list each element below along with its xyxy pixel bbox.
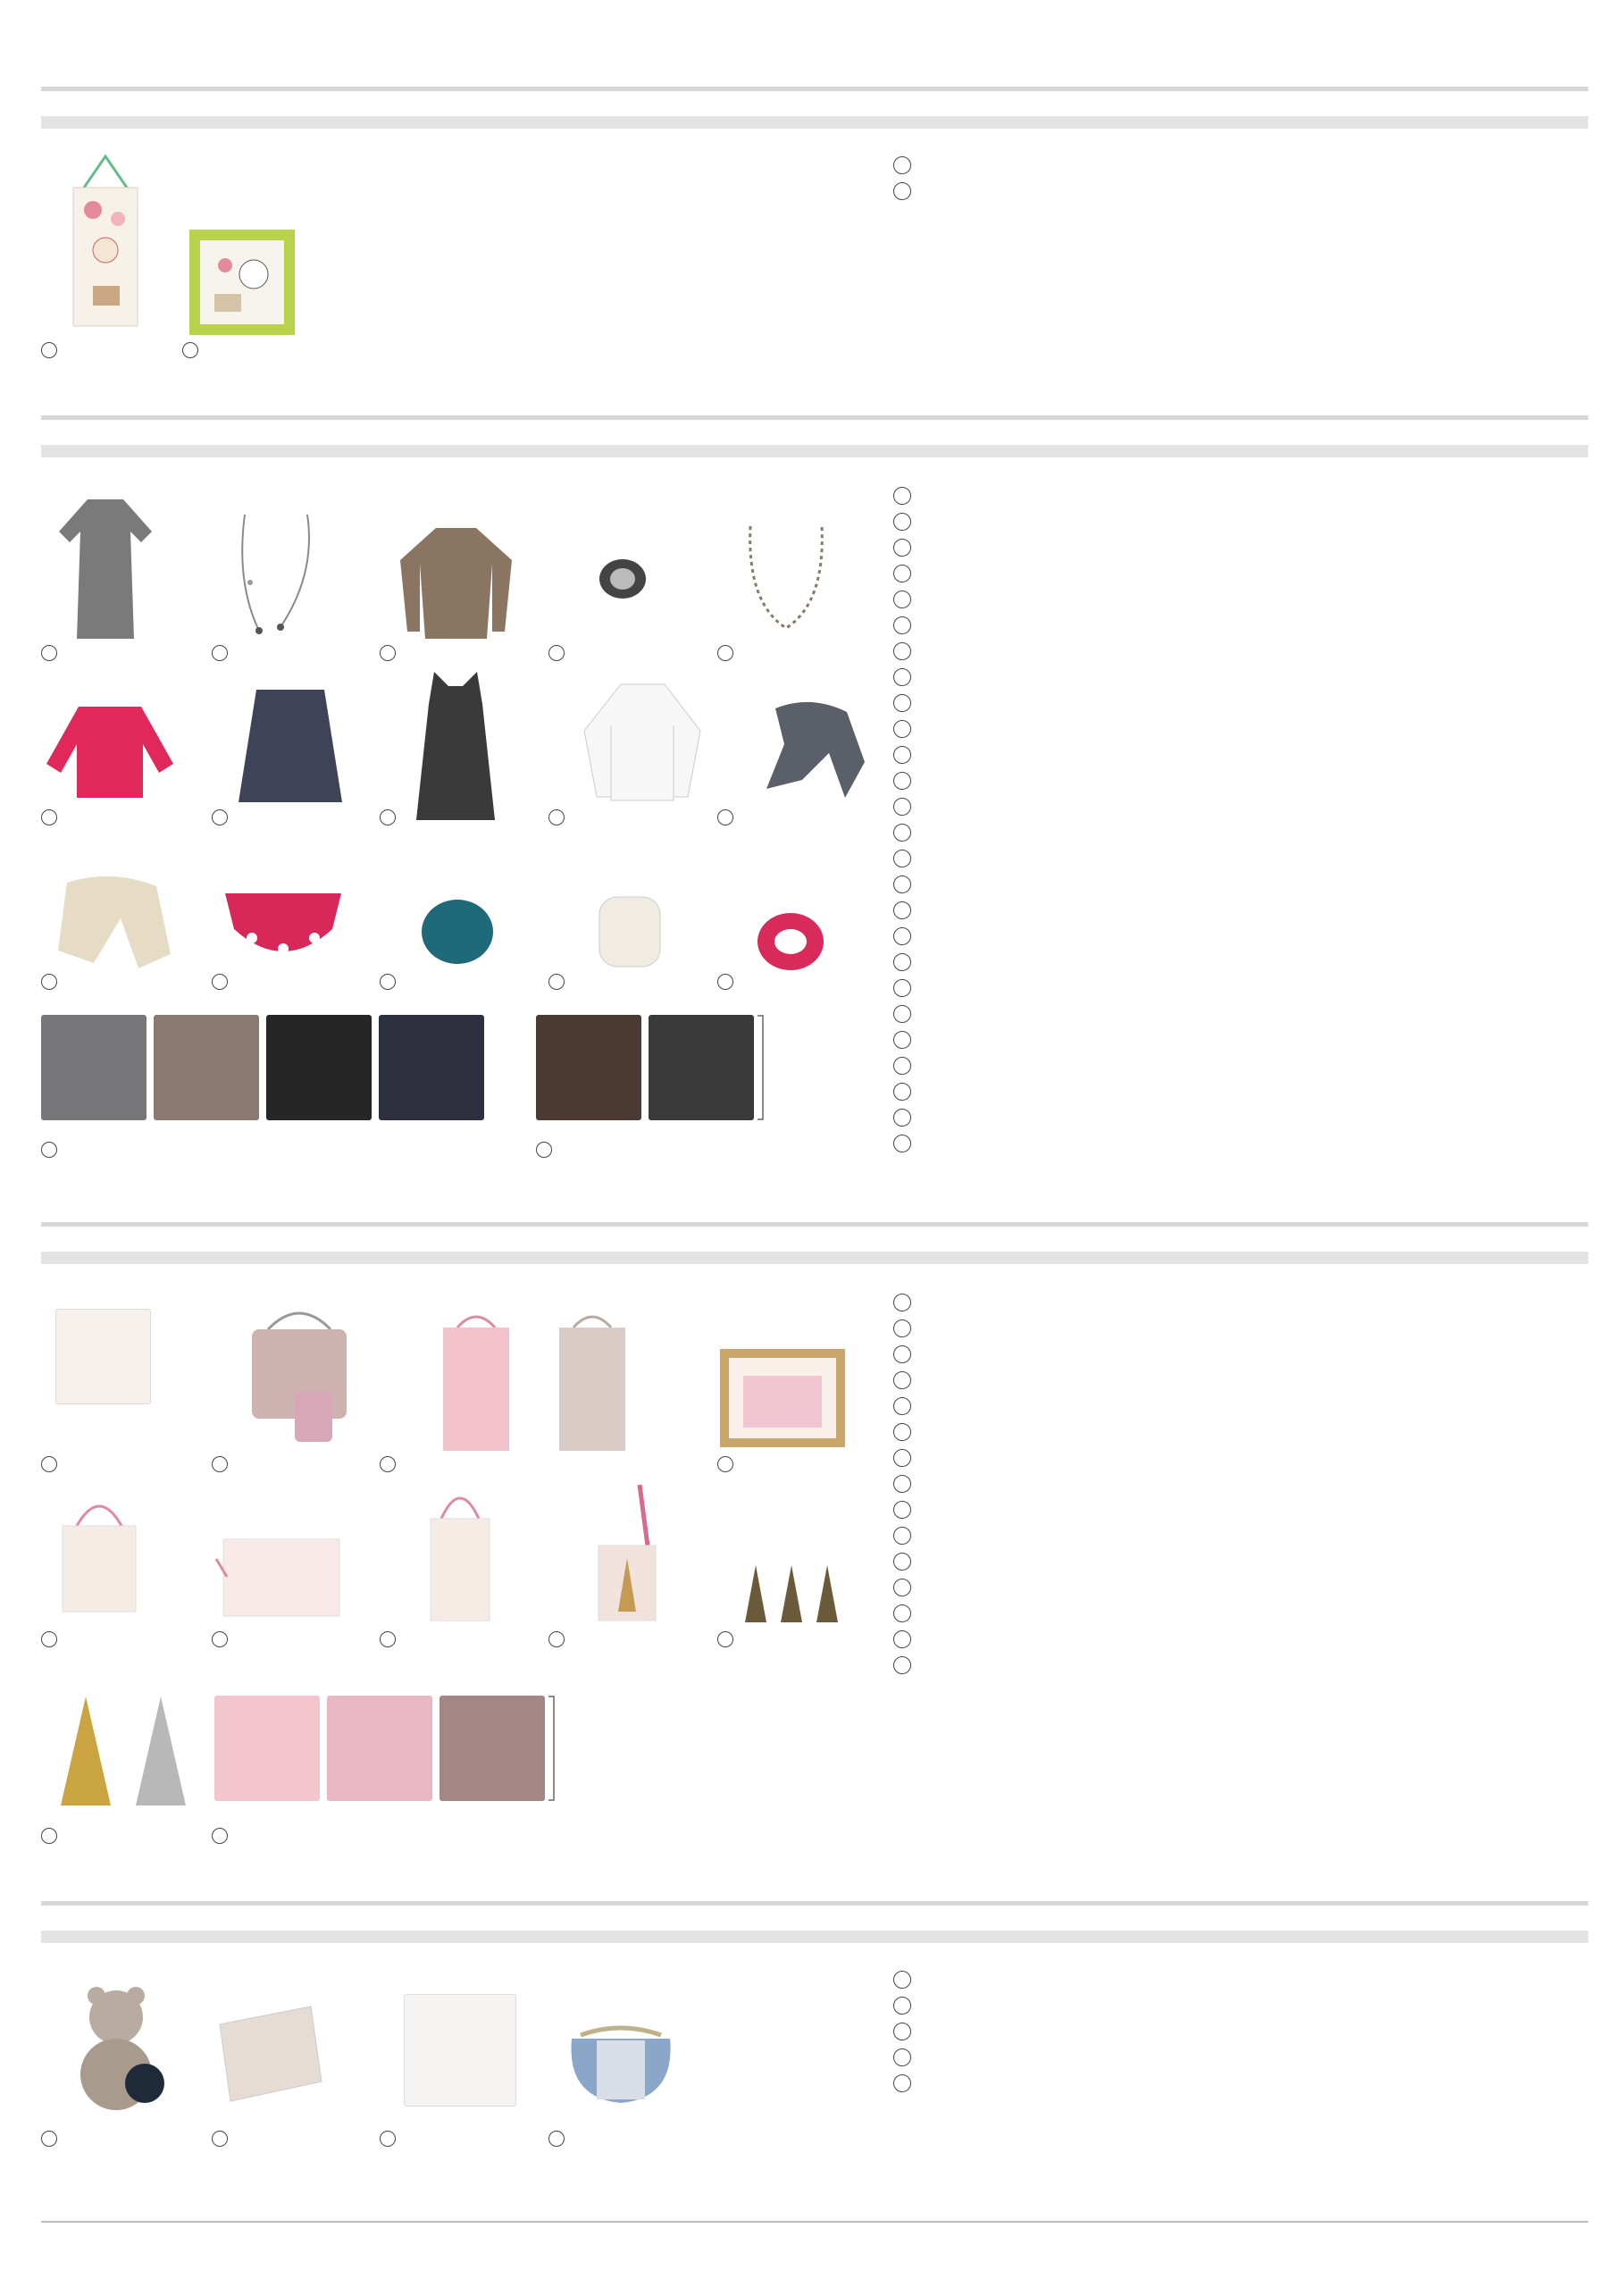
- item-row: [893, 539, 917, 565]
- item-number: [893, 1501, 911, 1519]
- item-number: [717, 1631, 733, 1647]
- item-row: [893, 824, 917, 850]
- item-number: [893, 798, 911, 816]
- item-number: [893, 1057, 911, 1075]
- item-number: [41, 1631, 57, 1647]
- fabric-swatch-brown: [154, 1015, 259, 1120]
- item-number: [212, 645, 228, 661]
- item-row: [893, 1604, 917, 1630]
- item-number: [41, 645, 57, 661]
- item-row: [893, 1319, 917, 1345]
- section-1-band: [41, 116, 1588, 129]
- item-row: [893, 1005, 917, 1031]
- mini-bag-image: [427, 1483, 493, 1624]
- item-number: [893, 694, 911, 712]
- item-row: [893, 1449, 917, 1475]
- item-row: [893, 1083, 917, 1109]
- fabric-swatch-lame-brown: [536, 1015, 641, 1120]
- item-number: [182, 342, 198, 358]
- item-number: [893, 1527, 911, 1545]
- item-number: [893, 1475, 911, 1493]
- item-number: [893, 1604, 911, 1622]
- item-row: [893, 2074, 917, 2100]
- item-row: [893, 2023, 917, 2048]
- item-row: [893, 1345, 917, 1371]
- item-number: [893, 513, 911, 531]
- item-row: [893, 1971, 917, 1997]
- item-number: [893, 824, 911, 842]
- cardigan-image: [43, 701, 177, 801]
- size-bracket: [547, 1696, 557, 1801]
- item-number: [41, 1456, 57, 1472]
- item-number: [893, 1579, 911, 1596]
- item-number: [380, 1631, 396, 1647]
- item-number: [380, 974, 396, 990]
- item-number: [380, 809, 396, 825]
- item-number: [893, 875, 911, 893]
- item-row: [893, 513, 917, 539]
- item-number: [893, 565, 911, 582]
- item-number: [41, 1828, 57, 1844]
- section-1-item-list: [893, 156, 917, 208]
- footer-rule: [41, 2221, 1588, 2223]
- item-number: [893, 1997, 911, 2015]
- item-number: [41, 809, 57, 825]
- fabric-swatch-rose: [327, 1696, 432, 1801]
- item-number: [893, 2074, 911, 2092]
- item-number: [212, 1631, 228, 1647]
- item-number: [212, 974, 228, 990]
- fabric-swatch-navy: [379, 1015, 484, 1120]
- item-row: [893, 616, 917, 642]
- item-row: [893, 668, 917, 694]
- blouse-image: [581, 681, 704, 804]
- item-number: [893, 953, 911, 971]
- item-row: [893, 772, 917, 798]
- section-1-top-line: [41, 87, 1588, 91]
- item-row: [893, 1371, 917, 1397]
- item-number: [548, 974, 565, 990]
- fabric-swatch-grey: [41, 1015, 146, 1120]
- item-number: [893, 182, 911, 200]
- fabric-swatch-black: [266, 1015, 372, 1120]
- item-number: [893, 1031, 911, 1049]
- item-row: [893, 1475, 917, 1501]
- item-row: [893, 1294, 917, 1319]
- section-2-band: [41, 445, 1588, 457]
- item-row: [893, 591, 917, 616]
- ring-image: [594, 554, 651, 604]
- item-number: [893, 1449, 911, 1467]
- section-3-band: [41, 1252, 1588, 1264]
- item-number: [893, 1397, 911, 1415]
- mini-frame-image: [189, 230, 295, 335]
- stole-image: [49, 865, 176, 972]
- item-row: [893, 156, 917, 182]
- item-number: [893, 1109, 911, 1127]
- item-number: [893, 642, 911, 660]
- item-row: [893, 1109, 917, 1135]
- item-number: [893, 901, 911, 919]
- fabric-swatch-lame-black: [649, 1015, 754, 1120]
- item-row: [893, 2048, 917, 2074]
- item-number: [548, 645, 565, 661]
- fabric-swatch-brown-stripe: [439, 1696, 545, 1801]
- flat-pouch-image: [214, 1523, 348, 1623]
- ribbon-eco-bag-image: [241, 1303, 357, 1445]
- section-4-band: [41, 1931, 1588, 1943]
- item-number: [548, 2131, 565, 2147]
- item-number: [717, 809, 733, 825]
- item-row: [893, 850, 917, 875]
- item-number: [893, 668, 911, 686]
- item-row: [893, 927, 917, 953]
- pompon-bear-image: [70, 1985, 177, 2115]
- item-number: [893, 979, 911, 997]
- item-number: [212, 1456, 228, 1472]
- item-row: [893, 1656, 917, 1682]
- item-number: [717, 974, 733, 990]
- item-row: [893, 979, 917, 1005]
- eiffel-wappen-image: [738, 1562, 845, 1626]
- gamaguchi-pouch-image: [563, 2017, 679, 2107]
- flat-bag-beige-image: [554, 1306, 631, 1453]
- item-number: [41, 974, 57, 990]
- item-number: [893, 1294, 911, 1311]
- item-number: [893, 591, 911, 608]
- item-row: [893, 1423, 917, 1449]
- size-bracket: [756, 1015, 766, 1120]
- item-number: [548, 809, 565, 825]
- section-3-top-line: [41, 1222, 1588, 1227]
- item-row: [893, 694, 917, 720]
- item-number: [717, 1456, 733, 1472]
- item-number: [41, 2131, 57, 2147]
- item-number: [893, 1319, 911, 1337]
- item-number: [893, 850, 911, 867]
- item-number: [893, 1630, 911, 1648]
- item-number: [893, 1553, 911, 1571]
- skirt-image: [235, 686, 346, 807]
- tote-bag-image: [59, 1490, 139, 1615]
- item-number: [893, 927, 911, 945]
- stitch-cloth-bear-image: [404, 1994, 516, 2107]
- item-row: [893, 487, 917, 513]
- fabric-swatch-pink-stripe: [214, 1696, 320, 1801]
- item-number: [380, 645, 396, 661]
- item-row: [893, 901, 917, 927]
- item-number: [893, 539, 911, 557]
- item-number: [893, 1083, 911, 1101]
- section-2-top-line: [41, 415, 1588, 420]
- item-number: [893, 720, 911, 738]
- eiffel-tower-wappen-image: [54, 1693, 197, 1809]
- item-number: [893, 1345, 911, 1363]
- item-number: [536, 1142, 552, 1158]
- item-row: [893, 1527, 917, 1553]
- item-row: [893, 1397, 917, 1423]
- item-number: [893, 1656, 911, 1674]
- item-number: [41, 1142, 57, 1158]
- item-number: [893, 1135, 911, 1152]
- item-number: [893, 1371, 911, 1389]
- section-3-item-list: [893, 1294, 917, 1682]
- metallic-necklace-image: [741, 523, 831, 634]
- item-row: [893, 1997, 917, 2023]
- item-number: [893, 1005, 911, 1023]
- flat-bag-pink-image: [438, 1306, 515, 1453]
- tapestry-image: [66, 152, 145, 331]
- item-number: [893, 2023, 911, 2040]
- section-2-item-list: [893, 487, 917, 1160]
- item-number: [380, 2131, 396, 2147]
- item-row: [893, 1501, 917, 1527]
- item-number: [893, 487, 911, 505]
- muffler-image: [749, 700, 872, 803]
- dress-image: [55, 496, 155, 643]
- section-4-top-line: [41, 1901, 1588, 1906]
- item-row: [893, 1031, 917, 1057]
- collage-frame-image: [720, 1349, 845, 1447]
- item-number: [893, 616, 911, 634]
- jacket-image: [396, 524, 516, 642]
- item-row: [893, 1553, 917, 1579]
- item-number: [212, 809, 228, 825]
- yarn-teal-image: [420, 896, 495, 968]
- item-row: [893, 642, 917, 668]
- item-number: [893, 1423, 911, 1441]
- item-row: [893, 953, 917, 979]
- item-row: [893, 1630, 917, 1656]
- book-cover-image: [213, 1999, 329, 2107]
- item-number: [41, 342, 57, 358]
- item-number: [893, 746, 911, 764]
- circular-stole-image: [216, 875, 350, 967]
- item-number: [380, 1456, 396, 1472]
- item-number: [548, 1631, 565, 1647]
- item-row: [893, 720, 917, 746]
- item-row: [893, 875, 917, 901]
- item-number: [717, 645, 733, 661]
- pass-case-image: [590, 1481, 661, 1624]
- item-row: [893, 1579, 917, 1604]
- item-number: [893, 772, 911, 790]
- item-row: [893, 1135, 917, 1160]
- item-row: [893, 798, 917, 824]
- item-row: [893, 746, 917, 772]
- necklace-image: [227, 511, 325, 636]
- yarn-ribbon-image: [596, 892, 664, 970]
- jumper-dress-image: [413, 668, 498, 822]
- item-number: [893, 156, 911, 174]
- stitch-cloth-image: [55, 1309, 151, 1404]
- item-number: [893, 1971, 911, 1989]
- item-number: [893, 2048, 911, 2066]
- section-4-item-list: [893, 1971, 917, 2100]
- item-number: [212, 1828, 228, 1844]
- item-row: [893, 565, 917, 591]
- item-row: [893, 182, 917, 208]
- item-row: [893, 1057, 917, 1083]
- yarn-pink-image: [756, 910, 825, 973]
- item-number: [212, 2131, 228, 2147]
